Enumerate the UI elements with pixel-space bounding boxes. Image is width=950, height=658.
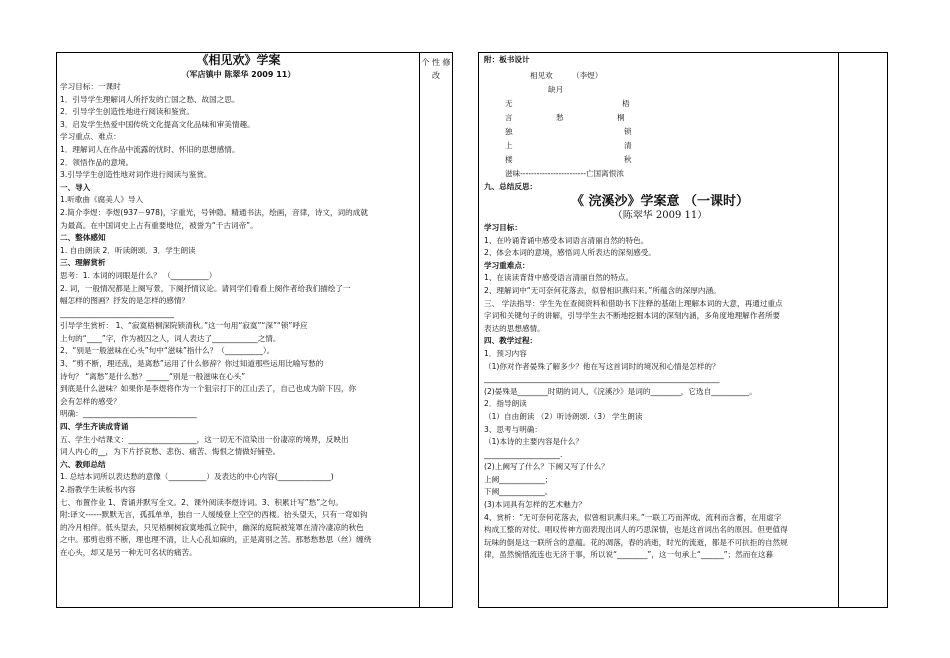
left-line: 1. 自由朗读 2．听读朗颂．3．学生朗读 [60, 245, 196, 255]
left-line: 附:译文------默默无言，孤孤单单，独自一人缓缓登上空空的西楼。抬头望天，只有一弯如钩 [60, 510, 368, 520]
left-line: 2．领悟作品的意境。 [60, 157, 134, 167]
left-line: 词人内心的__，为下片抒哀愁、悲伤、痛苦、悔恨之情做好铺垫。 [60, 447, 281, 457]
left-line: 七、布置作业 1、背诵并默写全文。2、课外阅读李煜诗词。3、积累计写”愁”之句。 [60, 497, 343, 507]
board-mid-2: 愁 [556, 113, 564, 122]
left-line: 在心头，却又是另一种无可名状的痛苦。 [60, 547, 197, 557]
board-left-2: 言 [505, 113, 513, 122]
board-author: （李煜） [572, 71, 603, 80]
board-right-5: 秋 [624, 155, 632, 164]
right-heading: 学习重难点： [484, 260, 530, 270]
right-line: 玩味的倒是这一联所含的意蕴。花的凋落，春的消逝，时光的流逝，都是不可抗拒的自然规 [484, 537, 788, 547]
right-line: 上阙____________； [484, 474, 553, 484]
left-heading: 一、导入 [60, 182, 91, 192]
right-line: 3、思考与明确： [484, 424, 542, 434]
left-line: 为最高。在中国词史上占有重要地位，被誉为“千古词帝”。 [60, 220, 258, 230]
left-heading: 三、理解赏析 [60, 258, 106, 268]
left-subtitle: （军店镇中 陈翠华 2009 11） [181, 70, 296, 79]
left-title: 《相见欢》学案 [196, 53, 281, 67]
reflect-heading: 九、总结反思： [484, 182, 538, 191]
left-line: 诗句？ “离愁”是什么愁？______“别是一般滋味在心头” [60, 371, 246, 381]
left-line: 2. 词，一般情况都是上阕写景，下阕抒情议论。请同学们看看上阕作者给我们描绘了一 [60, 283, 351, 293]
right-lesson-plan [484, 180, 836, 562]
right-line: 4、赏析：“无可奈何花落去，似曾相识燕归来。”一联工巧而浑成、流利而含蓄，在用虚字 [484, 512, 782, 522]
left-line: 3、“剪不断，理还乱，是离愁”运用了什么修辞？你过知道那些运用比喻写愁的 [60, 359, 324, 369]
left-heading: 六、教师总结 [60, 459, 106, 469]
left-heading: 二、整体感知 [60, 233, 106, 243]
right-line: 1．预习内容 [484, 348, 527, 358]
left-heading: 四、学生齐读成背诵 [60, 422, 129, 432]
left-line: 2、“别是一般滋味在心头”句中“滋味”指什么？（__________）。 [60, 346, 275, 356]
board-bottom: 滋味------------------------亡国离恨浓 [505, 169, 624, 178]
right-subtitle: （陈翠华 2009 11） [612, 210, 708, 221]
left-line: 幅怎样的图画？抒发的是怎样的感情？ [60, 296, 190, 306]
right-line: (2)上阙写了什么？下阙又写了什么？ [484, 462, 609, 472]
left-line: 学习重点、难点： [60, 132, 121, 142]
right-line: 1、在吟诵背诵中感受本词语言清丽自然的特色。 [484, 235, 649, 245]
right-notes-divider [838, 52, 839, 608]
board-right-3: 锁 [624, 127, 632, 136]
right-line: 2．指导朗读 [484, 399, 527, 409]
right-line: （1)你对作者晏殊了解多少？他在写这首词时的境况和心情是怎样的？ [484, 361, 720, 371]
left-line: 的冷月相伴。低头望去，只见梧桐树寂寞地孤立院中，幽深的庭院被笼罩在清冷凄凉的秋色 [60, 522, 364, 532]
left-line: 2.简介李煜：李煜(937－978)，字重光，号钟隐。精通书法，绘画，音律，诗文，词的成就 [60, 207, 368, 217]
board-title: 相见欢 [530, 71, 553, 80]
board-right-2: 桐 [617, 113, 625, 122]
left-line: ______________________________ [60, 308, 174, 318]
right-line: 表达的思想感情。 [484, 323, 545, 333]
left-notes-divider [419, 52, 420, 608]
right-line: 下阙____________。 [484, 487, 553, 497]
board-right-1: 梧 [622, 99, 630, 108]
left-line: 1．理解词人在作品中流露的忧时、怀旧的思想感情。 [60, 144, 240, 154]
right-line: (3)本词具有怎样的艺术魅力？ [484, 500, 586, 510]
right-line: 2、体会本词的意境，感悟词人所表达的深刻感受。 [484, 248, 656, 258]
right-title: 《 浣溪沙》学案意 （一课时） [570, 194, 750, 209]
right-line: （1)本诗的主要内容是什么？ [484, 437, 583, 447]
left-line: 到底是什么滋味？如果你是李煜将作为一个狙宗打下的江山丢了，自己也成为阶下囚，你 [60, 384, 357, 394]
board-left-4: 上 [505, 141, 513, 150]
left-line: 学习目标：一课时 [60, 82, 121, 91]
left-line: 3．启发学生热爱中国传统文化提高文化品味和审美情趣。 [60, 119, 255, 129]
right-line: ______________________________________________________________ [484, 374, 720, 384]
left-line: 1. 总结本词所以表达愁的意像（__________）及表达的中心内容(______________) [60, 472, 334, 482]
right-line: 字词和关键句子的讲解，引导学生去不断地挖掘本词的深刻内涵，多角度地理解作者所要 [484, 311, 781, 321]
board-design-header [484, 53, 834, 67]
board-right-4: 清 [624, 141, 632, 150]
board-label: 附：板书设计 [484, 55, 530, 64]
left-line: 五、学生小结课文：__________________，这一切无不渲染出一份凄凉的境界，反映出 [60, 434, 349, 444]
left-line: 上句的“____”字，作为被囚之人，词人表达了____________之情。 [60, 333, 281, 343]
left-line: 1.听歌曲《腐美人》导入 [60, 195, 144, 205]
right-line: 三、 学法指导：学生先在查阅资料和借助书下注释的基础上理解本词的大意，再通过重点 [484, 298, 783, 308]
board-tune: 缺月 [548, 85, 564, 94]
left-line: 会有怎样的感受？ [60, 396, 121, 406]
left-line: 1．引导学生理解词人所抒发的亡国之愁、故国之思。 [60, 94, 240, 104]
right-line: 1、在读读背背中感受语言清丽自然的特点。 [484, 273, 634, 283]
left-lesson-plan [60, 53, 417, 560]
left-line: 3.引导学生创造性地对词作进行阅读与鉴赏。 [60, 170, 212, 180]
board-left-1: 无 [505, 99, 513, 108]
right-line: (2)晏殊是________时期的词人，《浣溪沙》是词的________，它选自__________。 [484, 386, 757, 396]
board-left-3: 独 [505, 127, 513, 136]
left-line: 2．引导学生创造性地进行阅读和鉴赏。 [60, 107, 194, 117]
right-line: （1）自由朗读 （2）听诗朗颂.（3） 学生朗读 [484, 411, 643, 421]
right-line: 构成工整的对仗、唱叹传神方面表现出词人的巧思深情，也是这首词出名的原因。但更值得 [484, 525, 788, 535]
left-line: 明确：______________________________ [60, 409, 197, 419]
board-left-5: 楼 [505, 155, 513, 164]
left-line: 思考：1. 本词的词眼是什么？ （__________） [60, 270, 217, 280]
left-line: 2.指教学生读板书内容 [60, 485, 136, 494]
left-notes-label: 个 性 修改 [421, 58, 451, 80]
right-heading: 学习目标： [484, 223, 522, 232]
left-line: 引导学生赏析： 1、“寂寞梧桐深院锁清秋。”这一句用“寂寞”“深”“锁”呼应 [60, 321, 308, 331]
right-line: ____________________. [484, 449, 563, 459]
right-line: 2、理解词中“无可奈何花落去，似曾相识燕归来。”所蕴含的深厚内涵。 [484, 285, 721, 295]
left-line: 之中。那剪也剪不断，理也理不清，让人心乱如麻的，正是离别之苦。那愁愁愁思（丝）缠绕 [60, 535, 372, 545]
right-line: 律，虽然惋惜流连也无济于事，所以说“________”，这一句承上“______”；然而在这暮 [484, 550, 774, 560]
right-heading: 四、教学过程： [484, 336, 538, 346]
